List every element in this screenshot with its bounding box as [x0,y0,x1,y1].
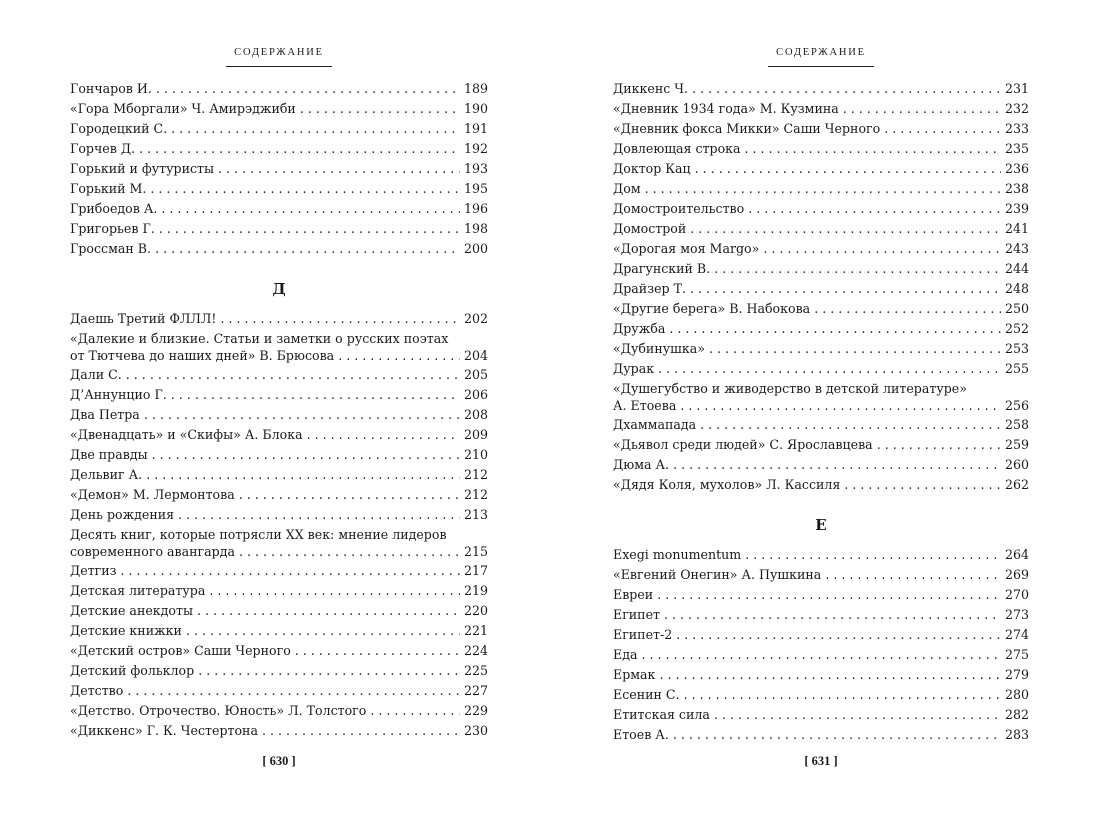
toc-entry [70,561,488,581]
entry-title: Горький и футуристы [70,161,215,176]
entry-title: «Другие берега» В. Набокова [613,301,811,316]
leader-dots [748,199,1001,219]
leader-dots [209,581,460,601]
toc-entry [70,239,488,259]
leader-dots [745,545,1001,565]
entry-page: 275 [1004,647,1029,662]
entry-page: 196 [463,201,488,216]
entry-title: Домострой [613,221,687,236]
right-page [613,0,1029,825]
leader-dots [186,621,460,641]
toc-entry [613,299,1029,319]
leader-dots [844,475,1001,495]
leader-dots [814,299,1001,319]
entry-title: Драйзер Т. [613,281,686,296]
page-number: [ 630 ] [262,754,296,768]
entry-title: «Дубинушка» [613,341,705,356]
entry-title: «Гора Мборгали» Ч. Амирэджиби [70,101,296,116]
leader-dots [161,199,460,219]
entry-page: 205 [463,367,488,382]
toc-entry [70,505,488,525]
toc-entry [613,79,1029,99]
leader-dots [877,435,1001,455]
leader-dots [658,359,1001,379]
entry-page: 280 [1004,687,1029,702]
entry-title: «Дневник фокса Микки» Саши Черного [613,121,881,136]
leader-dots [239,485,460,505]
running-head: СОДЕРЖАНИЕ [234,47,324,58]
toc-entry [613,159,1029,179]
entry-title: Довлеющая строка [613,141,741,156]
leader-dots [198,661,460,681]
entry-page: 200 [463,241,488,256]
entry-title: Драгунский В. [613,261,711,276]
entry-title: Дружба [613,321,666,336]
leader-dots [843,99,1001,119]
entry-title: Детские анекдоты [70,603,193,618]
entry-title: Две правды [70,447,148,462]
toc-entry [613,139,1029,159]
toc-list [613,79,1029,745]
entry-title: современного авангарда [70,544,235,559]
leader-dots [714,259,1001,279]
toc-entry [613,415,1029,435]
toc-entry [613,319,1029,339]
entry-title: Городецкий С. [70,121,168,136]
entry-title: Горький М. [70,181,147,196]
entry-page: 258 [1004,417,1029,432]
entry-title: Дали С. [70,367,122,382]
toc-entry [70,219,488,239]
entry-page: 220 [463,603,488,618]
leader-dots [338,347,460,365]
toc-entry [70,159,488,179]
toc-entry [613,685,1029,705]
entry-page: 210 [463,447,488,462]
entry-page: 190 [463,101,488,116]
entry-title: Грибоедов А. [70,201,158,216]
entry-title: «Детский остров» Саши Черного [70,643,291,658]
toc-entry [613,625,1029,645]
head-rule [768,66,874,67]
leader-dots [709,339,1001,359]
leader-dots [676,625,1001,645]
toc-list [70,79,488,741]
entry-title: А. Етоева [613,398,677,413]
leader-dots [673,725,1001,745]
toc-entry [70,79,488,99]
leader-dots [171,385,460,405]
entry-title: Ермак [613,667,656,682]
entry-title: Евреи [613,587,654,602]
toc-group-g [70,79,488,259]
leader-dots [150,179,460,199]
entry-page: 259 [1004,437,1029,452]
toc-entry [70,309,488,329]
running-head: СОДЕРЖАНИЕ [776,47,866,58]
entry-page: 232 [1004,101,1029,116]
entry-title: Египет [613,607,660,622]
entry-title: Горчев Д. [70,141,136,156]
entry-title: Дюма А. [613,457,670,472]
leader-dots [300,99,460,119]
leader-dots [127,681,460,701]
leader-dots [825,565,1001,585]
toc-entry [70,385,488,405]
left-page [70,0,488,825]
toc-entry [70,445,488,465]
toc-group-d [613,79,1029,495]
leader-dots [218,159,460,179]
entry-page: 198 [463,221,488,236]
entry-page: 243 [1004,241,1029,256]
toc-entry [613,359,1029,379]
toc-entry [613,119,1029,139]
entry-page: 273 [1004,607,1029,622]
entry-title: Детский фольклор [70,663,195,678]
entry-page: 236 [1004,161,1029,176]
entry-page: 253 [1004,341,1029,356]
toc-entry [613,665,1029,685]
toc-entry [70,581,488,601]
entry-page: 189 [463,81,488,96]
entry-title: Египет-2 [613,627,673,642]
toc-entry [613,455,1029,475]
entry-title: Григорьев Г. [70,221,155,236]
head-rule [226,66,332,67]
toc-group-e [613,545,1029,745]
entry-page: 230 [463,723,488,738]
entry-title: «Двенадцать» и «Скифы» А. Блока [70,427,303,442]
leader-dots [126,365,460,385]
entry-page: 279 [1004,667,1029,682]
toc-entry [613,99,1029,119]
entry-title: Дхаммапада [613,417,697,432]
toc-entry [70,329,488,365]
leader-dots [684,685,1001,705]
toc-entry [613,379,1029,415]
entry-page: 274 [1004,627,1029,642]
leader-dots [307,425,460,445]
leader-dots [884,119,1001,139]
entry-title: «Диккенс» Г. К. Честертона [70,723,258,738]
toc-entry [613,705,1029,725]
toc-entry [70,661,488,681]
leader-dots [121,561,460,581]
entry-page: 217 [463,563,488,578]
leader-dots [146,465,460,485]
entry-page: 212 [463,487,488,502]
entry-page: 204 [463,348,488,363]
toc-entry [70,119,488,139]
entry-page: 231 [1004,81,1029,96]
toc-entry [70,139,488,159]
leader-dots [171,119,460,139]
leader-dots [239,543,460,561]
entry-page: 215 [463,544,488,559]
leader-dots [159,219,460,239]
toc-entry [70,641,488,661]
leader-dots [664,605,1001,625]
entry-title: Exegi monumentum [613,547,742,562]
entry-page: 193 [463,161,488,176]
toc-entry [70,621,488,641]
toc-entry [613,179,1029,199]
entry-title: Детгиз [70,563,117,578]
entry-title: Детская литература [70,583,206,598]
toc-entry [613,279,1029,299]
entry-page: 264 [1004,547,1029,562]
toc-entry [613,339,1029,359]
leader-dots [763,239,1001,259]
leader-dots [673,455,1001,475]
entry-page: 269 [1004,567,1029,582]
toc-entry [70,701,488,721]
leader-dots [155,239,460,259]
entry-title: от Тютчева до наших дней» В. Брюсова [70,348,335,363]
entry-page: 233 [1004,121,1029,136]
entry-title: «Дядя Коля, мухолов» Л. Кассиля [613,477,841,492]
leader-dots [695,159,1001,179]
entry-page: 282 [1004,707,1029,722]
entry-title: Доктор Кац [613,161,691,176]
toc-entry [613,199,1029,219]
toc-entry [70,721,488,741]
toc-entry [613,239,1029,259]
entry-page: 224 [463,643,488,658]
leader-dots [645,179,1001,199]
leader-dots [692,79,1001,99]
entry-title: «Евгений Онегин» А. Пушкина [613,567,822,582]
entry-title-line: «Далекие и близкие. Статьи и заметки о русских поэтах [70,331,449,346]
leader-dots [295,641,460,661]
entry-page: 260 [1004,457,1029,472]
entry-title: Дельвиг А. [70,467,143,482]
entry-page: 221 [463,623,488,638]
entry-page: 229 [463,703,488,718]
entry-page: 250 [1004,301,1029,316]
toc-entry [613,645,1029,665]
entry-page: 238 [1004,181,1029,196]
entry-page: 270 [1004,587,1029,602]
leader-dots [745,139,1001,159]
entry-page: 225 [463,663,488,678]
leader-dots [641,645,1000,665]
toc-entry [70,485,488,505]
entry-title: День рождения [70,507,175,522]
toc-entry [70,425,488,445]
entry-page: 244 [1004,261,1029,276]
entry-title: Детские книжки [70,623,182,638]
entry-title-line: «Душегубство и живодерство в детской литературе» [613,381,967,396]
leader-dots [669,319,1001,339]
entry-page: 248 [1004,281,1029,296]
toc-entry [70,405,488,425]
toc-entry [613,475,1029,495]
entry-title: Дом [613,181,641,196]
toc-group-d [70,309,488,741]
entry-page: 235 [1004,141,1029,156]
leader-dots [714,705,1001,725]
entry-title: Еда [613,647,638,662]
toc-entry [613,725,1029,745]
entry-page: 212 [463,467,488,482]
entry-title: «Демон» М. Лермонтова [70,487,235,502]
entry-page: 255 [1004,361,1029,376]
entry-page: 191 [463,121,488,136]
leader-dots [659,665,1001,685]
toc-entry [70,681,488,701]
entry-page: 213 [463,507,488,522]
toc-entry [613,545,1029,565]
leader-dots [144,405,460,425]
toc-entry [70,365,488,385]
entry-page: 206 [463,387,488,402]
entry-page: 208 [463,407,488,422]
entry-title: Етитская сила [613,707,710,722]
toc-entry [70,525,488,561]
entry-page: 195 [463,181,488,196]
entry-title: Детство [70,683,124,698]
leader-dots [139,139,460,159]
entry-page: 256 [1004,398,1029,413]
toc-entry [70,179,488,199]
section-letter: Е [815,516,827,534]
leader-dots [156,79,460,99]
entry-title: Домостроительство [613,201,745,216]
toc-entry [613,259,1029,279]
leader-dots [152,445,460,465]
leader-dots [680,397,1001,415]
entry-page: 241 [1004,221,1029,236]
leader-dots [262,721,460,741]
entry-title: Есенин С. [613,687,680,702]
entry-title: Д’Аннунцио Г. [70,387,167,402]
toc-entry [613,605,1029,625]
toc-entry [70,601,488,621]
leader-dots [690,219,1001,239]
entry-title-line: Десять книг, которые потрясли XX век: мнение лидеров [70,527,447,542]
leader-dots [700,415,1001,435]
entry-page: 219 [463,583,488,598]
entry-title: «Дорогая моя Margo» [613,241,760,256]
entry-title: «Детство. Отрочество. Юность» Л. Толстого [70,703,367,718]
toc-entry [613,219,1029,239]
toc-entry [613,585,1029,605]
entry-page: 283 [1004,727,1029,742]
entry-title: Етоев А. [613,727,669,742]
entry-title: Гроссман В. [70,241,152,256]
section-letter: Д [272,280,286,298]
leader-dots [690,279,1001,299]
entry-page: 209 [463,427,488,442]
entry-page: 227 [463,683,488,698]
entry-title: «Дневник 1934 года» М. Кузмина [613,101,839,116]
entry-title: «Дьявол среди людей» С. Ярославцева [613,437,873,452]
entry-page: 202 [463,311,488,326]
entry-title: Дурак [613,361,655,376]
entry-page: 252 [1004,321,1029,336]
entry-title: Гончаров И. [70,81,152,96]
leader-dots [197,601,460,621]
entry-title: Два Петра [70,407,140,422]
toc-entry [613,435,1029,455]
leader-dots [657,585,1001,605]
entry-title: Диккенс Ч. [613,81,689,96]
entry-page: 262 [1004,477,1029,492]
toc-entry [613,565,1029,585]
toc-entry [70,199,488,219]
toc-entry [70,465,488,485]
leader-dots [178,505,460,525]
entry-page: 192 [463,141,488,156]
entry-page: 239 [1004,201,1029,216]
leader-dots [370,701,460,721]
leader-dots [220,309,459,329]
page-number: [ 631 ] [804,754,838,768]
toc-entry [70,99,488,119]
entry-title: Даешь Третий ФЛЛЛ! [70,311,217,326]
